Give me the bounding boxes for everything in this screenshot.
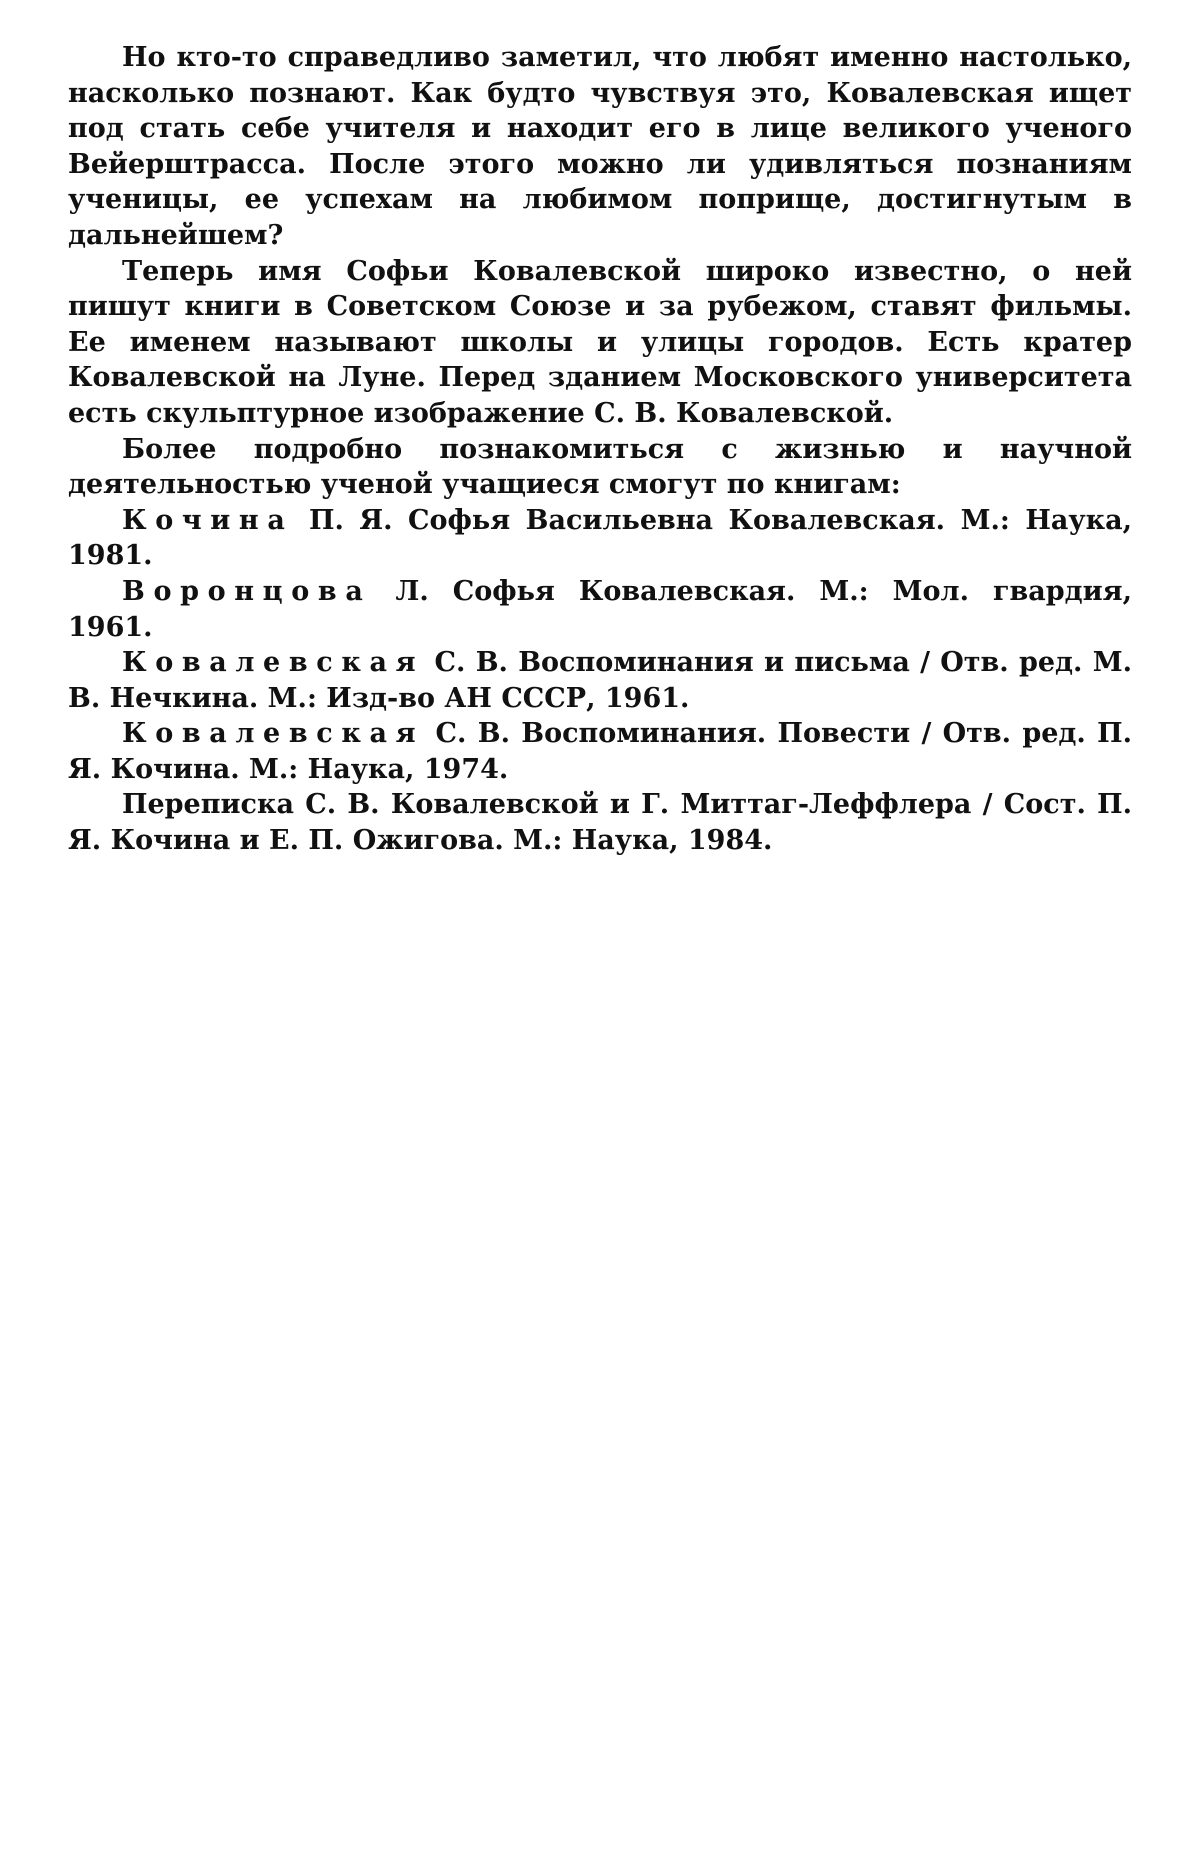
reference-item <box>68 787 1132 858</box>
paragraph-legacy: Теперь имя Софьи Ковалевской широко известно, о ней пишут книги в Советском Союзе и за рубежом, ставят фильмы. Ее именем называют школы и улицы городов. Есть кратер Ковалевской на Луне. Перед зданием Московского университета есть скульптурное изображение С. В. Ковалевской. <box>68 255 1132 429</box>
reference-author: Ковалевская <box>122 647 425 679</box>
reference-details: С. В. Воспоминания и письма / Отв. ред. М. В. Нечкина. М.: Изд-во АН СССР, 1961. <box>68 647 1133 714</box>
paragraph-teacher: Но кто-то справедливо заметил, что любят именно настолько, насколько познают. Как будто чувствуя это, Ковалевская ищет под стать себе учителя и находит его в лице великого ученого Вейерштрасса. После этого можно ли удивляться познаниям ученицы, ее успехам на любимом поприще, достигнутым в дальнейшем? <box>68 42 1132 251</box>
reference-author: Кочина <box>122 504 294 536</box>
reference-details: Переписка С. В. Ковалевской и Г. Миттаг-Леффлера / Сост. П. Я. Кочина и Е. П. Ожигова. М.: Наука, 1984. <box>68 789 1132 857</box>
reference-details: С. В. Воспоминания. Повести / Отв. ред. П. Я. Кочина. М.: Наука, 1974. <box>68 718 1132 785</box>
paragraph-reading-intro: Более подробно познакомиться с жизнью и научной деятельностью ученой учащиеся смогут по книгам: <box>68 433 1132 501</box>
reference-author: Ковалевская <box>122 718 425 750</box>
reference-item <box>68 645 1132 716</box>
document-page <box>68 40 1132 859</box>
reference-item <box>68 503 1132 574</box>
reference-details: П. Я. Софья Васильевна Ковалевская. М.: Наука, 1981. <box>68 504 1132 572</box>
reference-author: Воронцова <box>122 575 372 607</box>
reference-item <box>68 574 1132 645</box>
reference-details: Л. Софья Ковалевская. М.: Мол. гвардия, 1961. <box>68 575 1133 643</box>
reference-item <box>68 716 1132 787</box>
